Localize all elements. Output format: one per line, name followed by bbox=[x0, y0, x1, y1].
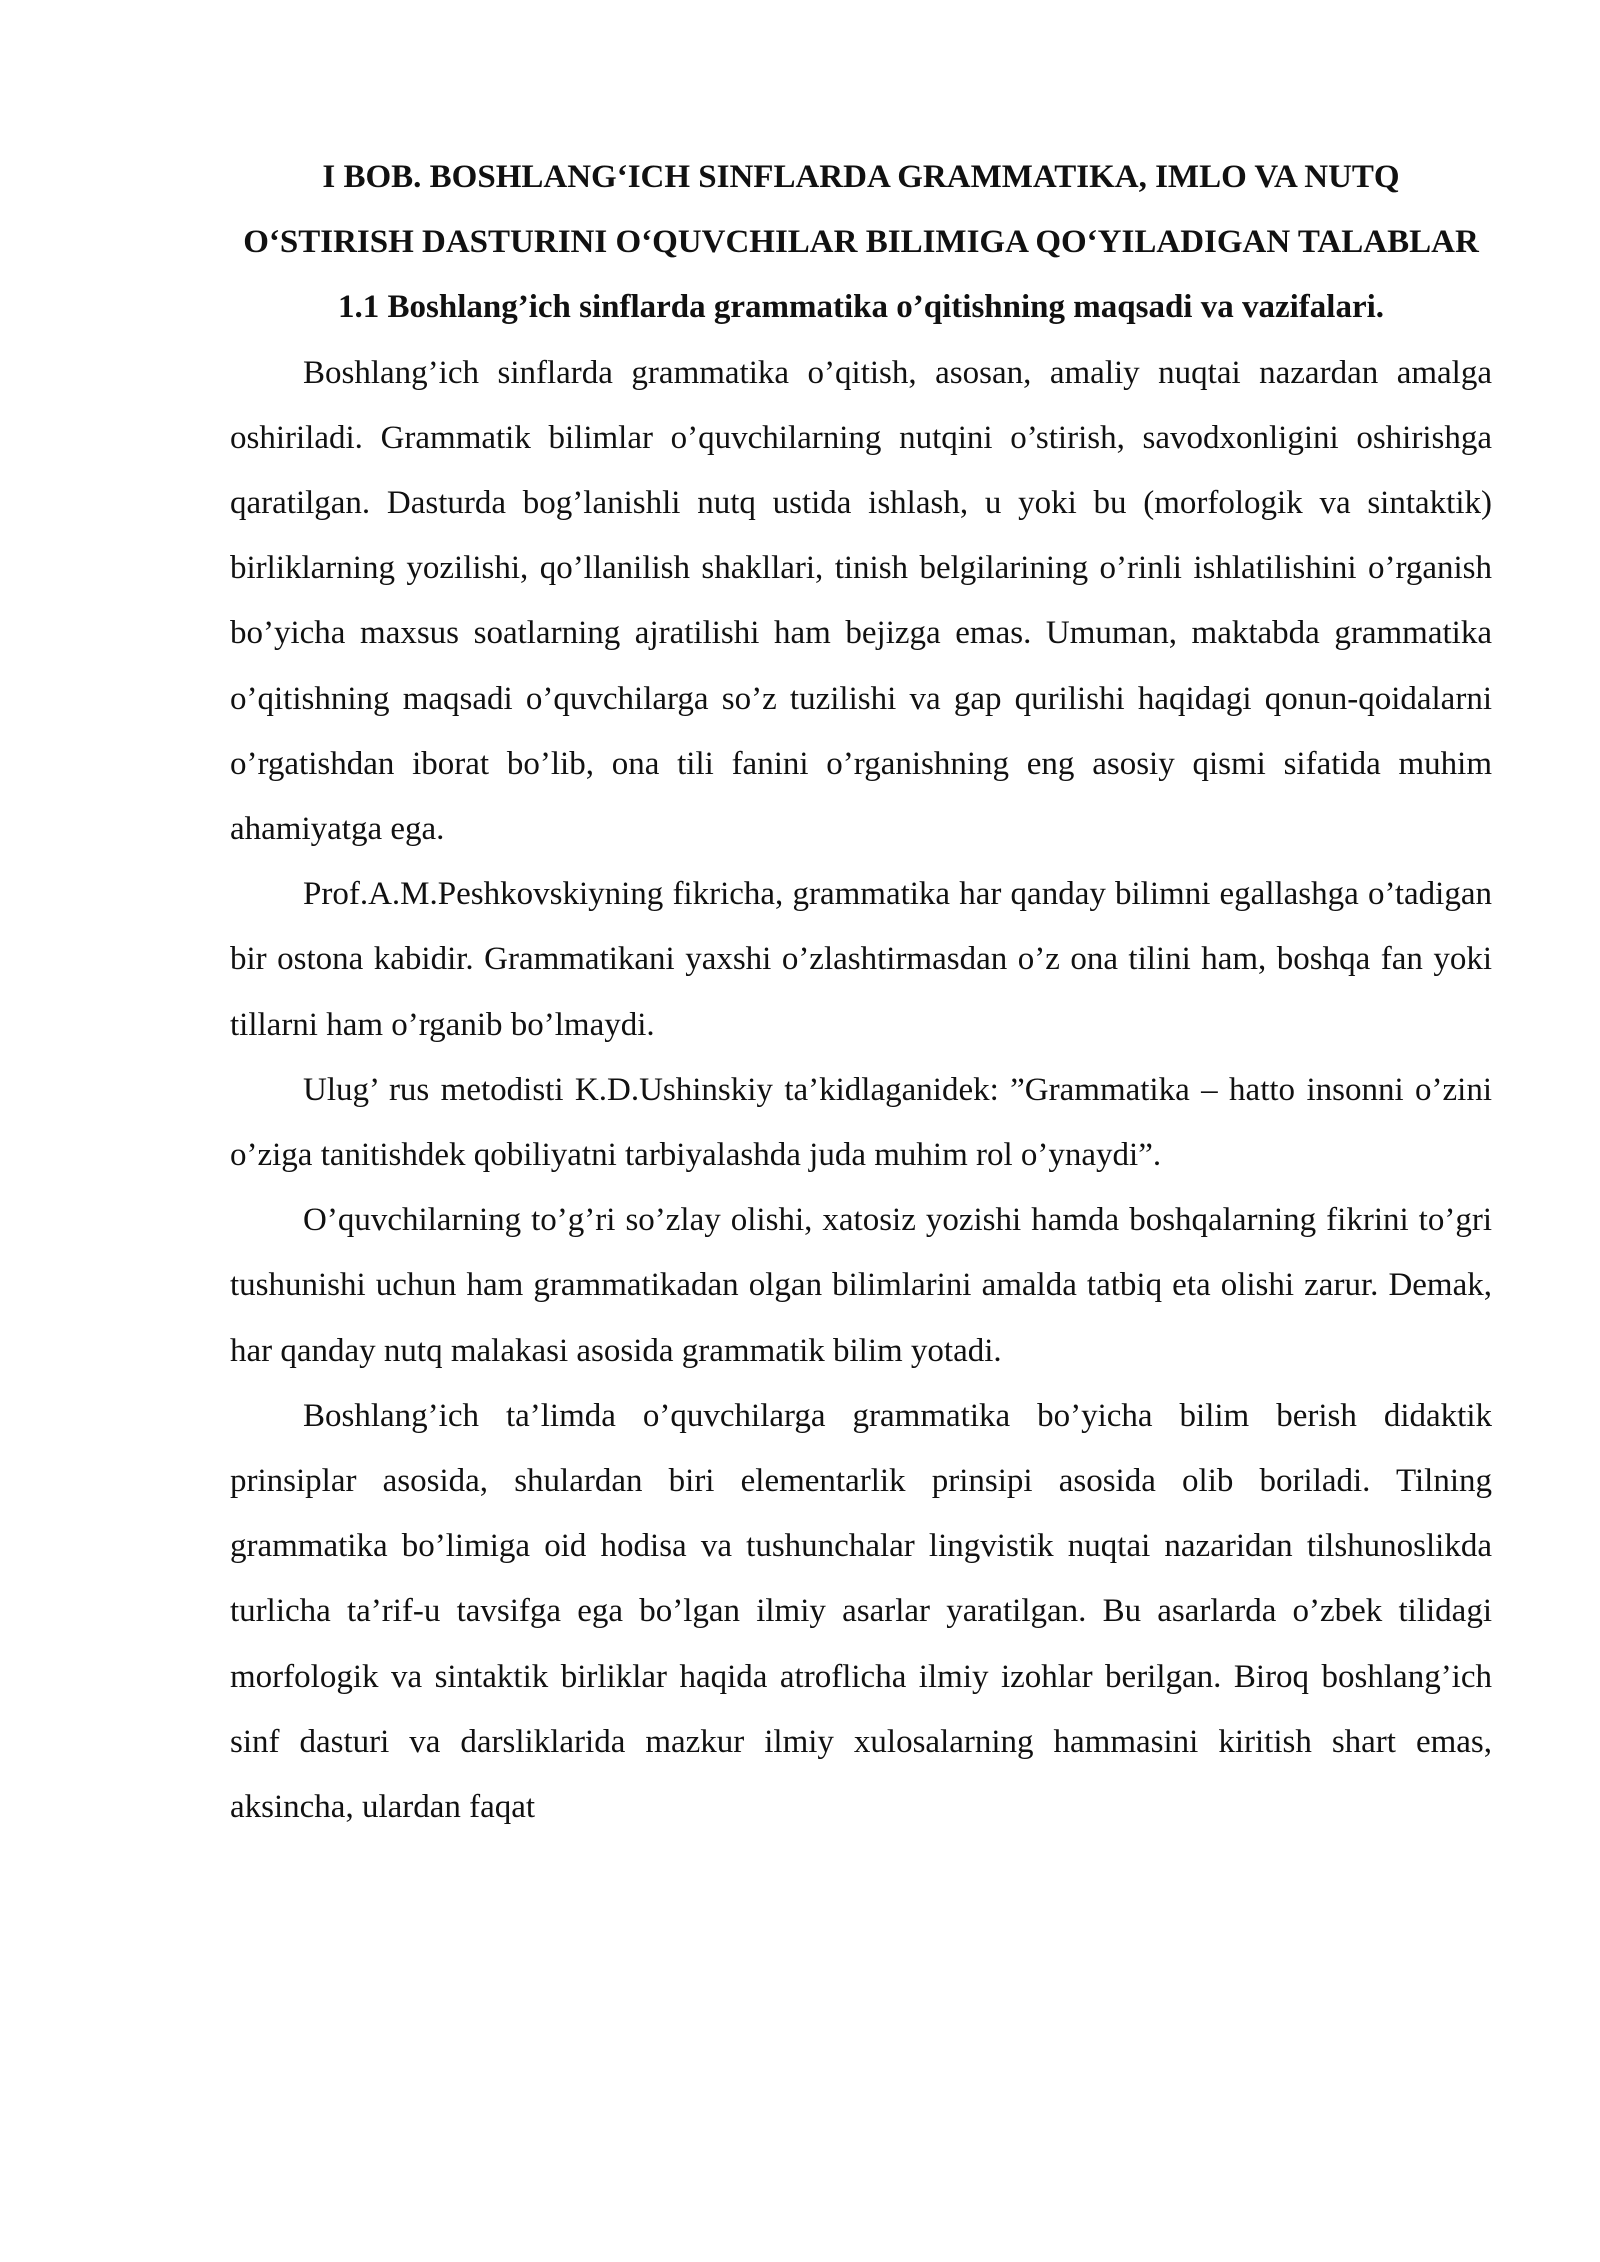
paragraph-peshkovskiy: Prof.A.M.Peshkovskiyning fikricha, grammatika har qanday bilimni egallashga o’tadigan bir ostona kabidir. Grammatikani yaxshi o’zlashtirmasdan o’z ona tilini ham, boshqa fan yoki tillarni ham o’rganib bo’lmaydi. bbox=[230, 876, 1492, 1043]
document-page bbox=[230, 145, 1492, 1840]
paragraph-ushinskiy: Ulug’ rus metodisti K.D.Ushinskiy ta’kidlaganidek: ”Grammatika – hatto insonni o’zini o’ziga tanitishdek qobiliyatni tarbiyalashda juda muhim rol o’ynaydi”. bbox=[230, 1071, 1492, 1174]
paragraph-speech-skills: O’quvchilarning to’g’ri so’zlay olishi, xatosiz yozishi hamda boshqalarning fikrini to’gri tushunishi uchun ham grammatikadan olgan bilimlarini amalda tatbiq eta olishi zarur. Demak, har qanday nutq malakasi asosida grammatik bilim yotadi. bbox=[230, 1202, 1492, 1369]
section-title: 1.1 Boshlang’ich sinflarda grammatika o’qitishning maqsadi va vazifalari. bbox=[337, 289, 1385, 326]
paragraph-aims: Boshlang’ich sinflarda grammatika o’qitish, asosan, amaliy nuqtai nazardan amalga oshiriladi. Grammatik bilimlar o’quvchilarning nutqini o’stirish, savodxonligini oshirishga qaratilgan. Dasturda bog’lanishli nutq ustida ishlash, u yoki bu (morfologik va sintaktik) birliklarning yozilishi, qo’llanilish shakllari, tinish belgilarining o’rinli ishlatilishini o’rganish bo’yicha maxsus soatlarning ajratilishi ham bejizga emas. Umuman, maktabda grammatika o’qitishning maqsadi o’quvchilarga so’z tuzilishi va gap qurilishi haqidagi qonun-qoidalarni o’rgatishdan iborat bo’lib, ona tili fanini o’rganishning eng asosiy qismi sifatida muhim ahamiyatga ega. bbox=[230, 354, 1492, 848]
chapter-title: I BOB. BOSHLANG‘ICH SINFLARDA GRAMMATIKA, IMLO VA NUTQ O‘STIRISH DASTURINI O‘QUVCHILAR BILIMIGA QO‘YILADIGAN TALABLAR bbox=[243, 159, 1479, 261]
paragraph-didactic-principles: Boshlang’ich ta’limda o’quvchilarga grammatika bo’yicha bilim berish didaktik prinsiplar asosida, shulardan biri elementarlik prinsipi asosida olib boriladi. Tilning grammatika bo’limiga oid hodisa va tushunchalar lingvistik nuqtai nazaridan tilshunoslikda turlicha ta’rif-u tavsifga ega bo’lgan ilmiy asarlar yaratilgan. Bu asarlarda o’zbek tilidagi morfologik va sintaktik birliklar haqida atroflicha ilmiy izohlar berilgan. Biroq boshlang’ich sinf dasturi va darsliklarida mazkur ilmiy xulosalarning hammasini kiritish shart emas, aksincha, ulardan faqat bbox=[230, 1397, 1492, 1826]
